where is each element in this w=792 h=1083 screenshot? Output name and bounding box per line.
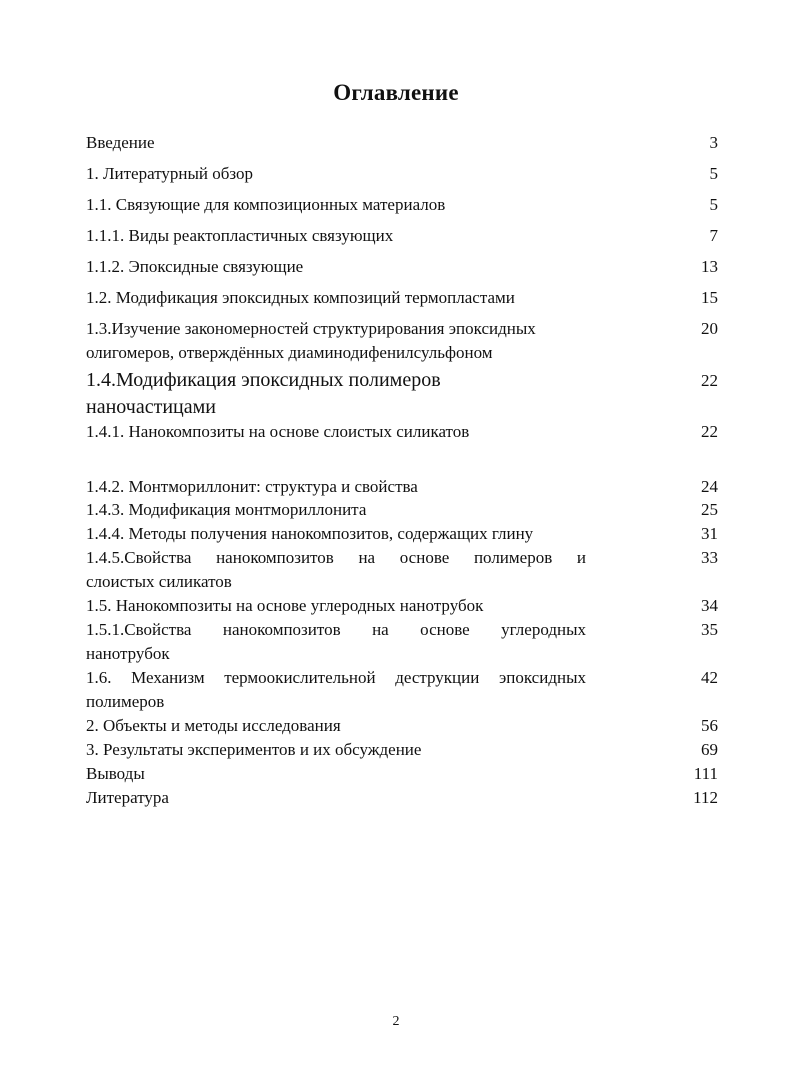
toc-entry-page: 22 [701,422,718,441]
toc-entry-page: 15 [701,288,718,307]
toc-entry-page: 20 [701,319,718,338]
toc-entry-text [86,618,586,666]
toc-entry-1-4-4[interactable] [86,522,718,546]
toc-entry-page: 13 [701,257,718,276]
toc-entry-text [86,317,586,365]
toc-entry-text-line2: нанотрубок [86,644,170,663]
toc-entry-1-5[interactable] [86,594,718,618]
toc-entry-2[interactable] [86,714,718,738]
toc-entry-text: 1.1.2. Эпоксидные связующие [86,257,304,276]
toc-entry-1-6[interactable] [86,666,718,714]
toc-entry-text [86,666,586,714]
toc-entry-text: 1.1.1. Виды реактопластичных связующих [86,226,394,245]
toc-entry-conclusions[interactable] [86,762,718,786]
toc-entry-references[interactable] [86,786,718,810]
toc-entry-text: Литература [86,788,169,807]
toc-entry-text-line2: полимеров [86,692,165,711]
toc-entry-page: 31 [701,524,718,543]
toc-entry-page: 112 [693,788,718,807]
toc-entry-text [86,367,586,421]
toc-entry-introduction[interactable] [86,131,718,155]
toc-entry-text [86,546,586,594]
toc-entry-page: 33 [701,548,718,567]
toc-entry-page: 69 [701,740,718,759]
toc-entry-text: Введение [86,133,155,152]
toc-entry-text: 1. Литературный обзор [86,164,254,183]
toc-entry-text: 1.4.4. Методы получения нанокомпозитов, содержащих глину [86,524,534,543]
toc-entry-text-line1: 1.3.Изучение закономерностей структурирования эпоксидных [86,319,536,338]
toc-entry-1[interactable] [86,162,718,186]
toc-entry-1-4-2[interactable] [86,475,718,499]
toc-entry-text-line1: 1.4.Модификация эпоксидных полимеров [86,369,441,391]
page-title: Оглавление [333,80,459,105]
toc-entry-text: 1.5. Нанокомпозиты на основе углеродных нанотрубок [86,596,484,615]
toc-entry-text: 1.4.1. Нанокомпозиты на основе слоистых силикатов [86,422,470,441]
toc-entry-page: 56 [701,716,718,735]
toc-entry-page: 24 [701,477,718,496]
toc-entry-text: 1.2. Модификация эпоксидных композиций термопластами [86,288,515,307]
toc-entry-text: 1.1. Связующие для композиционных материалов [86,195,446,214]
toc-entry-text-line2: наночастицами [86,396,216,418]
toc-entry-1-2[interactable] [86,286,718,310]
page-number: 2 [392,1014,400,1029]
toc-entry-1-3[interactable] [86,317,718,365]
toc-entry-page: 42 [701,668,718,687]
toc-entry-text: Выводы [86,764,145,783]
toc-entry-page: 111 [693,764,718,783]
toc-entry-1-4-1[interactable] [86,420,718,444]
toc-entry-page: 35 [701,620,718,639]
toc-entry-1-4-3[interactable] [86,498,718,522]
toc-entry-text-line2: олигомеров, отверждённых диаминодифенилсульфоном [86,343,493,362]
toc-entry-text: 3. Результаты экспериментов и их обсуждение [86,740,422,759]
toc-entry-text-line1: 1.6. Механизм термоокислительной деструкции эпоксидных [86,668,586,687]
toc-entry-1-4-5[interactable] [86,546,718,594]
toc-entry-page: 34 [701,596,718,615]
toc-entry-page: 3 [709,133,718,152]
toc-entry-text: 1.4.2. Монтмориллонит: структура и свойства [86,477,418,496]
toc-entry-3[interactable] [86,738,718,762]
toc-entry-page: 25 [701,500,718,519]
toc-entry-page: 5 [709,164,718,183]
toc-entry-text-line2: слоистых силикатов [86,572,232,591]
toc-entry-1-5-1[interactable] [86,618,718,666]
toc-entry-text-line1: 1.4.5.Свойства нанокомпозитов на основе полимеров и [86,548,586,567]
toc-entry-1-1-2[interactable] [86,255,718,279]
toc-entry-text: 1.4.3. Модификация монтмориллонита [86,500,367,519]
toc-entry-1-1[interactable] [86,193,718,217]
toc-entry-1-1-1[interactable] [86,224,718,248]
toc-entry-text: 2. Объекты и методы исследования [86,716,341,735]
toc-entry-page: 22 [701,371,718,390]
toc-entry-page: 5 [709,195,718,214]
toc-entry-1-4[interactable] [86,367,718,421]
toc-entry-text-line1: 1.5.1.Свойства нанокомпозитов на основе углеродных [86,620,586,639]
toc-entry-page: 7 [709,226,718,245]
